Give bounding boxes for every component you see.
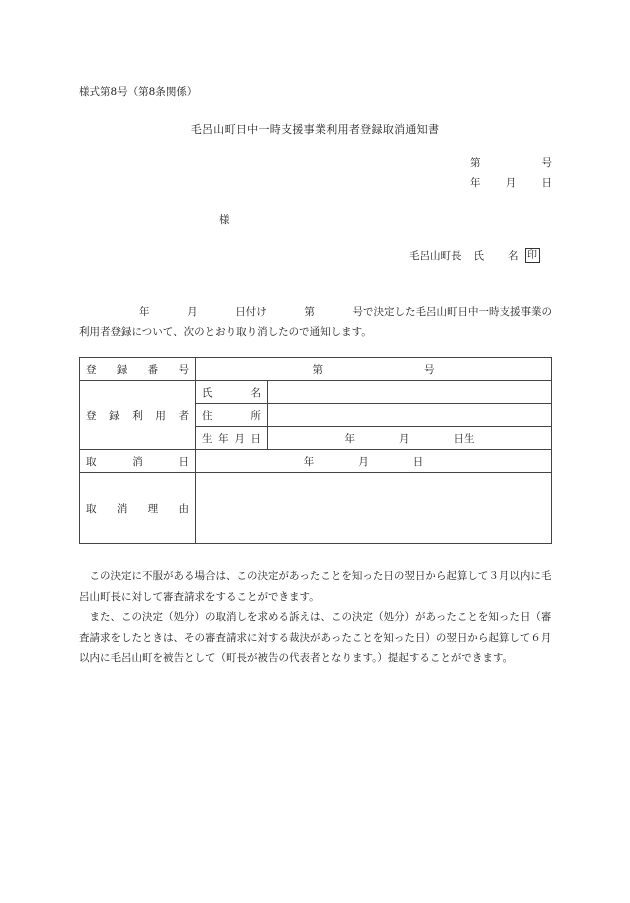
document-title: 毛呂山町日中一時支援事業利用者登録取消通知書 (190, 123, 440, 136)
name-field[interactable] (268, 381, 552, 404)
reg-number-value[interactable]: 第 号 (196, 358, 552, 381)
doc-date-year: 年 (470, 177, 481, 189)
intro-month: 月 (187, 306, 198, 318)
table-row (80, 473, 552, 544)
registrant-label: 登 録 利 用 者 (80, 381, 196, 450)
table-row (80, 381, 552, 404)
notice-paragraph-1: この決定に不服がある場合は、この決定があったことを知った日の翌日から起算して３月以内に毛呂山町長に対して審査請求をすることができます。 (79, 570, 552, 603)
table-row (80, 450, 552, 473)
recipient-suffix: 様 (219, 214, 230, 226)
intro-rest: 号で決定した毛呂山町日中一時支援事業の (352, 306, 552, 318)
address-field[interactable] (268, 404, 552, 427)
birth-field[interactable]: 年 月 日生 (268, 427, 552, 450)
seal-box: 印 (525, 248, 540, 263)
intro-year: 年 (139, 306, 150, 318)
address-label: 住 所 (196, 404, 268, 427)
cancel-reason-label: 取 消 理 由 (80, 473, 196, 544)
document-number (470, 155, 552, 170)
form-label: 様式第8号（第8条関係） (79, 86, 198, 98)
intro-line-1 (79, 302, 552, 322)
document-date (470, 175, 552, 190)
registration-table (79, 357, 552, 544)
issuer-title: 毛呂山町長 (409, 250, 462, 262)
cancel-date-label: 取 消 日 (80, 450, 196, 473)
name-label: 氏 名 (196, 381, 268, 404)
doc-number-dai: 第 (470, 157, 481, 169)
notice-paragraph-2: また、この決定（処分）の取消しを求める訴えは、この決定（処分）があったことを知った日（審査請求をしたときは、その審査請求に対する裁決があったことを知った日）の翌日から起算して６月以内に毛呂山町を被告として（町長が被告の代表者となります。）提起することができます。 (79, 611, 552, 664)
issuer-block (409, 248, 540, 263)
issuer-mei: 名 (508, 250, 519, 262)
cancel-date-field[interactable]: 年 月 日 (196, 450, 552, 473)
reg-number-label: 登 録 番 号 (80, 358, 196, 381)
cancel-reason-field[interactable] (196, 473, 552, 544)
appeal-notice (79, 566, 552, 669)
doc-date-day: 日 (541, 177, 552, 189)
doc-date-month: 月 (505, 177, 517, 189)
table-row (80, 358, 552, 381)
issuer-shi: 氏 (473, 250, 484, 262)
intro-line-2: 利用者登録について、次のとおり取り消したので通知します。 (79, 326, 372, 338)
birth-label: 生 年 月 日 (196, 427, 268, 450)
intro-paragraph (79, 302, 552, 342)
intro-dai: 第 (304, 306, 315, 318)
intro-dated: 日付け (235, 306, 267, 318)
doc-number-go: 号 (541, 157, 552, 169)
